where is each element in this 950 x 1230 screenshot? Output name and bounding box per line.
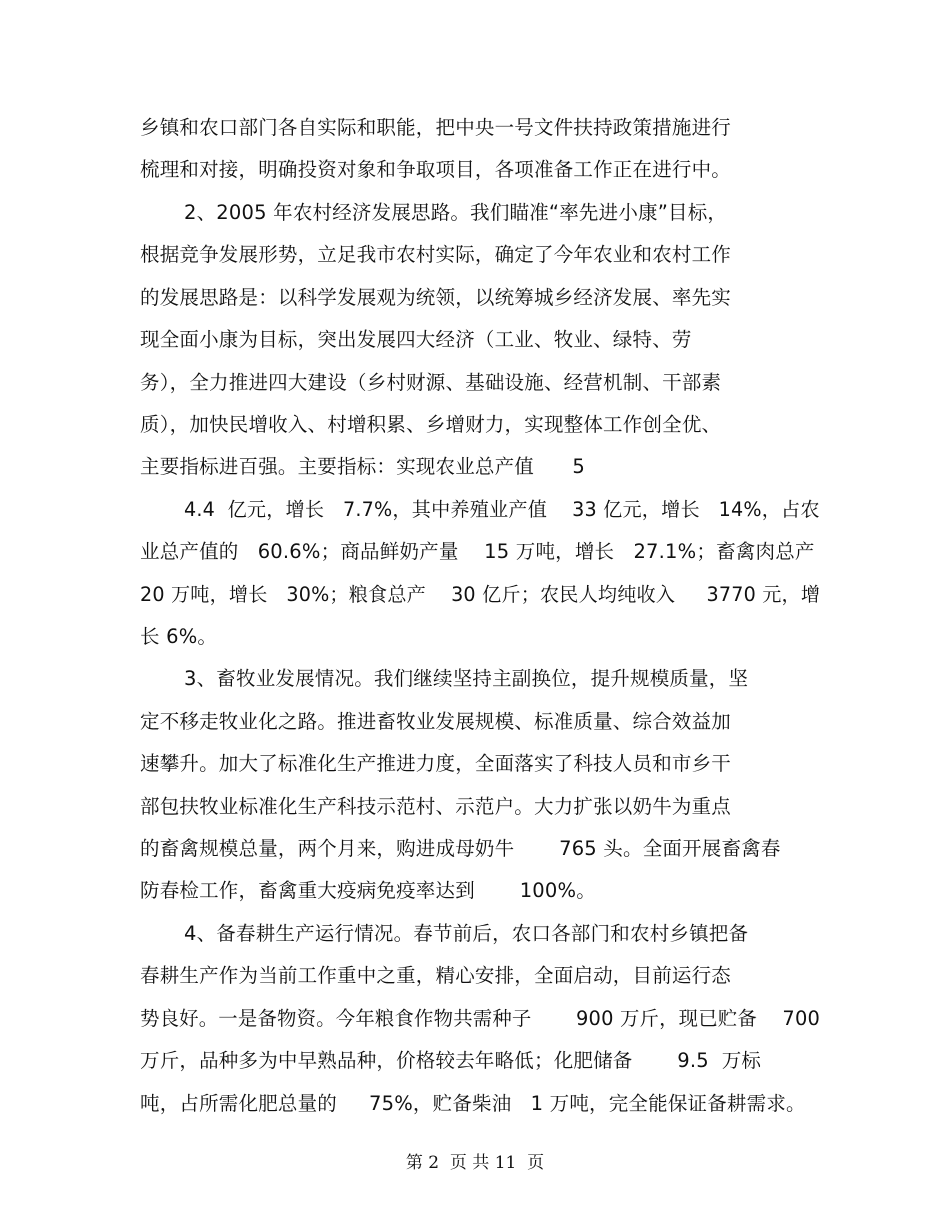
text-line: 20 万吨，增长 30%；粮食总产 30 亿斤；农民人均纯收入 3770 元，增 xyxy=(140,583,821,606)
text-line: 现全面小康为目标，突出发展四大经济（工业、牧业、绿特、劳 xyxy=(140,328,692,351)
text-line: 长 6%。 xyxy=(140,625,218,648)
text-line: 防春检工作，畜禽重大疫病免疫率达到 100%。 xyxy=(140,879,596,902)
text-line: 梳理和对接，明确投资对象和争取项目，各项准备工作正在进行中。 xyxy=(140,158,732,181)
text-line: 质），加快民增收入、村增积累、乡增财力，实现整体工作创全优、 xyxy=(140,413,722,436)
text-line: 业总产值的 60.6%；商品鲜奶产量 15 万吨，增长 27.1%；畜禽肉总产 xyxy=(140,540,815,563)
text-line: 吨，占所需化肥总量的 75%，贮备柴油 1 万吨，完全能保证备耕需求。 xyxy=(140,1092,806,1115)
text-line: 3、畜牧业发展情况。我们继续坚持主副换位，提升规模质量，坚 xyxy=(184,667,749,690)
text-line: 部包扶牧业标准化生产科技示范村、示范户。大力扩张以奶牛为重点 xyxy=(140,795,732,818)
text-line: 4、备春耕生产运行情况。春节前后，农口各部门和农村乡镇把备 xyxy=(184,922,749,945)
text-line: 的发展思路是：以科学发展观为统领，以统筹城乡经济发展、率先实 xyxy=(140,286,732,309)
text-line: 乡镇和农口部门各自实际和职能，把中央一号文件扶持政策措施进行 xyxy=(140,116,732,139)
text-line: 春耕生产作为当前工作重中之重，精心安排，全面启动，目前运行态 xyxy=(140,964,732,987)
text-line: 势良好。一是备物资。今年粮食作物共需种子 900 万斤，现已贮备 700 xyxy=(140,1007,820,1030)
page-number: 第 2 页 共 11 页 xyxy=(405,1153,545,1173)
text-line: 2、2005 年农村经济发展思路。我们瞄准“率先进小康”目标， xyxy=(184,201,728,224)
text-line: 万斤，品种多为中早熟品种，价格较去年略低；化肥储备 9.5 万标 xyxy=(140,1049,762,1072)
text-line: 定不移走牧业化之路。推进畜牧业发展规模、标准质量、综合效益加 xyxy=(140,710,732,733)
text-line: 4.4 亿元，增长 7.7%，其中养殖业产值 33 亿元，增长 14%，占农 xyxy=(184,498,820,521)
text-line: 的畜禽规模总量，两个月来，购进成母奶牛 765 头。全面开展畜禽春 xyxy=(140,837,781,860)
text-line: 主要指标进百强。主要指标：实现农业总产值 5 xyxy=(140,455,585,478)
text-line: 根据竞争发展形势，立足我市农村实际，确定了今年农业和农村工作 xyxy=(140,243,732,266)
text-line: 速攀升。加大了标准化生产推进力度，全面落实了科技人员和市乡干 xyxy=(140,752,732,775)
text-line: 务），全力推进四大建设（乡村财源、基础设施、经营机制、干部素 xyxy=(140,371,722,394)
